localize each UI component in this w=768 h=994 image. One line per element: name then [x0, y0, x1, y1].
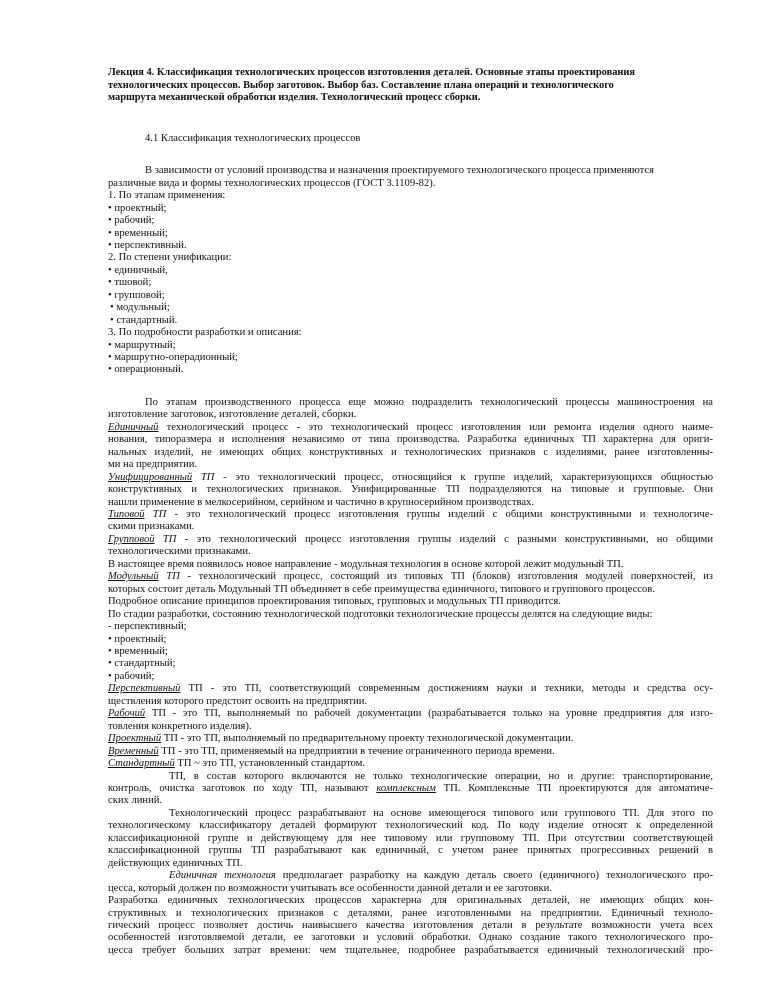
text-line: ТП, в состав которого включаются не только технологические операции, но и другие: транспортирование, — [169, 770, 713, 782]
text-line: конструктивных и технологических признаков. Унифицированные ТП подразделяются на типовые и групповые. Они — [108, 484, 713, 496]
list-item: • временный; — [108, 646, 168, 657]
text-line: структивных и технологических признаков с деталями, ранее изготовленными на предприятии. Единичный техноло- — [108, 907, 713, 919]
lecture-title — [108, 67, 713, 105]
text-line: ми на предприятии. — [108, 459, 198, 471]
document-page — [108, 67, 713, 957]
term: Перспективный — [108, 683, 181, 695]
term: Рабочий — [108, 708, 146, 720]
list-item: • перспективный. — [108, 239, 187, 251]
text-line: цесса требует больших затрат времени: чем тщательнее, подробнее разрабатывается единичный технологический про- — [108, 944, 713, 956]
list-item: • стандартный. — [110, 314, 178, 326]
text-line: Технологический процесс разрабатывают на основе имеющегося типового или группового ТП. Для этого по — [169, 807, 713, 819]
list-item: • групповой; — [108, 289, 165, 301]
intro-paragraph — [108, 165, 713, 190]
definition-standartny: Стандартный ТП ~ это ТП, установленный стандартом. — [108, 758, 366, 770]
list-item: - перспективный; — [108, 621, 187, 633]
list-item: • модульный; — [110, 302, 170, 314]
term: Модульный — [108, 571, 159, 583]
text-line: технологическими признаками. — [108, 546, 251, 558]
text-line: нования, типоразмера и исполнения независимо от типа производства. Разработка единичных ТП характерна для ориги- — [108, 434, 713, 446]
section-heading: 4.1 Классификация технологических процессов — [145, 132, 361, 144]
title-line: технологических процессов. Выбор заготовок. Выбор баз. Составление плана операций и технологического — [108, 79, 614, 91]
term: Единичная технология — [169, 870, 276, 882]
list-item: • тшовой; — [108, 277, 152, 289]
text-line: цесса, который должен по возможности учитывать все особенности данной детали и ее заготовки. — [108, 882, 552, 894]
text-line: По стадии разработки, состоянию технологической подготовки технологические процессы делятся на следующие виды: — [108, 608, 653, 620]
list-item: • временный; — [108, 227, 168, 239]
term: Групповой — [108, 533, 155, 545]
text-line: ских линий. — [108, 795, 163, 807]
list-item: • рабочий; — [108, 215, 155, 227]
term: Временный — [108, 745, 159, 757]
term: Унифицированный — [108, 471, 193, 483]
text-line: товления конкретного изделия). — [108, 720, 252, 732]
text-line: гический процесс позволяет достичь наивысшего качества изготовления детали в результате возможности учета всех — [108, 919, 713, 931]
text-line: В настоящее время появилось новое направление - модульная технология в основе которой лежит модульный ТП. — [108, 558, 624, 570]
term: Единичный — [108, 421, 159, 433]
list-item: • операционный. — [108, 364, 184, 376]
term: комплексным — [376, 782, 436, 794]
text-line: действующих единичных ТП. — [108, 857, 243, 869]
title-line: Лекция 4. Классификация технологических процессов изготовления деталей. Основные этапы проектирования — [108, 67, 636, 78]
text-line: В зависимости от условий производства и назначения проектируемого технологического процесса применяются — [145, 165, 655, 177]
list-item: • маршрутно-операдионный; — [108, 352, 238, 364]
list-item: • проектный; — [108, 202, 167, 214]
list-heading: 3. По подробности разработки и описания: — [108, 327, 302, 339]
definition-rabochiy: Рабочий ТП - это ТП, выполняемый по рабочей документации (разрабатывается только на уровне предприятия для изго- — [108, 708, 713, 720]
text-line: По этапам производственного процесса еще можно подразделить технологический процессы машиностроения на — [145, 396, 713, 408]
text-line: нальных изделий, не имеющих общих конструктивных и технологических признаков с изделиями, ранее изготовленны- — [108, 446, 713, 458]
text-line: контроль, очистка заготовок по ходу ТП, называют комплексным ТП. Комплексные ТП проектируются для автоматиче- — [108, 782, 713, 794]
text-line: особенностей изготовляемой детали, ее заготовки и условий обработки. Однако создание такого технологического про- — [108, 932, 713, 944]
list-item: • маршрутный; — [108, 339, 176, 351]
definition-edinichny: Единичный технологический процесс - это технологический процесс изготовления или ремонта изделия одного наиме- — [108, 421, 713, 433]
list-item: • рабочий; — [108, 670, 155, 682]
term: Стандартный — [108, 758, 175, 770]
main-body — [108, 397, 713, 957]
definition-gruppovoy: Групповой ТП - это технологический процесс изготовления группы изделий с разными конструктивными, но общими — [108, 533, 713, 545]
text-line: скими признаками. — [108, 521, 195, 533]
definition-proektny: Проектный ТП - это ТП, выполняемый по предварительному проекту технологической документации. — [108, 733, 574, 745]
list-item: • проектный; — [108, 633, 167, 645]
edin-tech-line: Единичная технология предполагает разработку на каждую деталь своего (единичного) технологического про- — [169, 870, 714, 882]
text-line: ществления которого предстоит освоить на предприятии. — [108, 695, 368, 707]
text-line: изготовление заготовок, изготовление деталей, сборки. — [108, 409, 357, 421]
term: Типовой — [108, 509, 145, 521]
list-item: • единичный, — [108, 264, 168, 276]
classification-list — [108, 190, 713, 377]
definition-perspektivny: Перспективный ТП - это ТП, соответствующий современным достижениям науки и техники, методы и средства осу- — [108, 683, 713, 695]
definition-unif: Унифицированный ТП - это технологический процесс, относящийся к группе изделий, характеризующихся общностью — [108, 471, 714, 483]
list-heading: 2. По степени унификации: — [108, 252, 232, 264]
text-line: технологическому классификатору деталей формируют технологический код. По коду изделие относят к определенной — [108, 820, 713, 832]
definition-tipovoy: Типовой ТП - это технологический процесс изготовления группы изделий с общими конструктивными и технологиче- — [108, 509, 713, 521]
text-line: Подробное описание принципов проектирования типовых, групповых и модульных ТП приводится. — [108, 596, 561, 608]
text-line: классификационной группы ТП разрабатывают как единичный, с учетом ранее принятых прогрессивных решений в — [108, 845, 713, 857]
title-line: маршрута механической обработки изделия. Технологический процесс сборки. — [108, 92, 481, 104]
text-line: Разработка единичных технологических процессов характерна для оригинальных деталей, не имеющих общих кон- — [108, 895, 713, 907]
definition-vremenny: Временный ТП - это ТП, применяемый на предприятии в течение ограниченного периода времени. — [108, 745, 555, 757]
list-item: • стандартный; — [108, 658, 176, 670]
list-heading: 1. По этапам применения: — [108, 190, 226, 202]
text-line: классификационной группе и действующему для нее типовому или групповому ТП. При отсутствии соответствующей — [108, 832, 713, 844]
term: Проектный — [108, 733, 162, 745]
text-line: которых состоит деталь Модульный ТП объединяет в себе преимущества единичного, типового и группового процессов. — [108, 583, 655, 595]
definition-modulny: Модульный ТП - технологический процесс, состоящий из типовых ТП (блоков) изготовления модулей поверхностей, из — [108, 571, 713, 583]
text-line: различные вида и формы технологических процессов (ГОСТ 3.1109-82). — [108, 177, 436, 189]
text-line: нашли применение в мелкосерийном, серийном и частично в крупносерийном производствах. — [108, 496, 534, 508]
